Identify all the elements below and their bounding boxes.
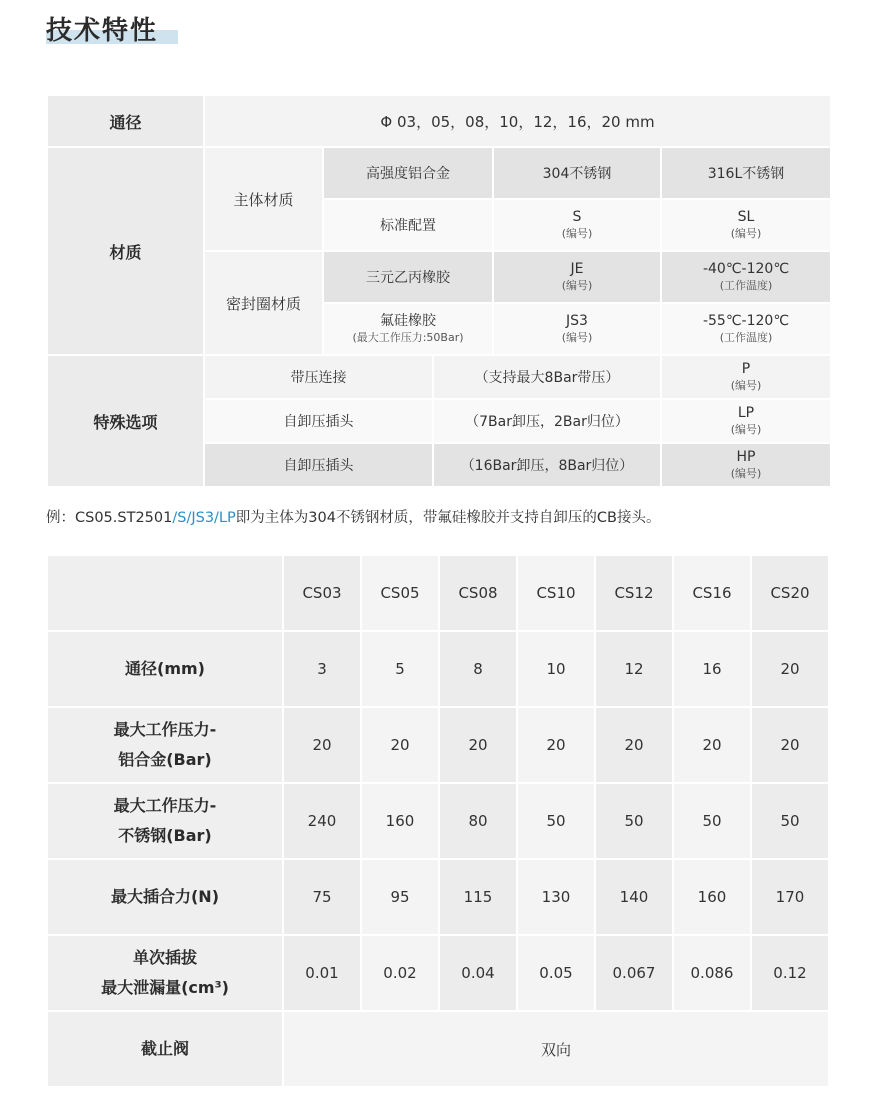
value-cell: 80 — [439, 783, 517, 859]
example-text — [46, 506, 661, 527]
code-sl-note: (编号) — [730, 227, 762, 240]
table-row — [47, 935, 829, 1011]
row-label-line: 最大插合力(N) — [110, 887, 220, 906]
value-cell: 5 — [361, 631, 439, 707]
model-header: CS12 — [595, 555, 673, 631]
value-cell: 50 — [595, 783, 673, 859]
example-prefix: 例：CS05.ST2501 — [46, 510, 173, 526]
value-cell: 115 — [439, 859, 517, 935]
row-label — [47, 935, 283, 1011]
value-cell: 20 — [361, 707, 439, 783]
row-label — [47, 783, 283, 859]
code-sl-cell — [661, 199, 831, 251]
row-label — [47, 631, 283, 707]
value-cell: 95 — [361, 859, 439, 935]
code-s-cell — [493, 199, 661, 251]
code-s: S — [572, 209, 582, 225]
seal-epdm-label: 三元乙丙橡胶 — [323, 251, 493, 303]
value-cell: 0.12 — [751, 935, 829, 1011]
option-1-code: P — [741, 361, 751, 377]
material-316l: 316L不锈钢 — [661, 147, 831, 199]
value-cell: 240 — [283, 783, 361, 859]
table-row — [47, 631, 829, 707]
row-label-line: 单次插拔 — [132, 948, 197, 967]
value-cell: 20 — [517, 707, 595, 783]
model-header: CS10 — [517, 555, 595, 631]
valve-label: 截止阀 — [47, 1011, 283, 1087]
value-cell: 10 — [517, 631, 595, 707]
value-cell: 20 — [283, 707, 361, 783]
seal-fluorosilicone-label: 氟硅橡胶 — [380, 313, 436, 329]
value-cell: 170 — [751, 859, 829, 935]
row-label-line: 铝合金(Bar) — [118, 750, 212, 769]
value-cell: 50 — [517, 783, 595, 859]
material-304: 304不锈钢 — [493, 147, 661, 199]
option-2-name: 自卸压插头 — [204, 399, 433, 443]
value-cell: 160 — [361, 783, 439, 859]
option-2-code-cell — [661, 399, 831, 443]
value-cell: 3 — [283, 631, 361, 707]
material-body-row-1 — [47, 147, 831, 199]
code-js3-cell — [493, 303, 661, 355]
row-label — [47, 707, 283, 783]
value-cell: 0.067 — [595, 935, 673, 1011]
standard-config-label: 标准配置 — [323, 199, 493, 251]
value-cell: 140 — [595, 859, 673, 935]
option-3-code-cell — [661, 443, 831, 487]
value-cell: 130 — [517, 859, 595, 935]
seal-fluorosilicone-cell — [323, 303, 493, 355]
seal-material-label: 密封圈材质 — [204, 251, 323, 355]
model-header: CS08 — [439, 555, 517, 631]
value-cell: 50 — [751, 783, 829, 859]
material-aluminum: 高强度铝合金 — [323, 147, 493, 199]
value-cell: 20 — [673, 707, 751, 783]
model-header: CS16 — [673, 555, 751, 631]
row-label-line: 通径(mm) — [125, 659, 205, 678]
corner-cell — [47, 555, 283, 631]
temp-js3-cell — [661, 303, 831, 355]
table-row — [47, 859, 829, 935]
example-highlight: /S/JS3/LP — [172, 510, 236, 526]
row-label-line: 不锈钢(Bar) — [118, 826, 212, 845]
row-label — [47, 859, 283, 935]
code-js3-note: (编号) — [561, 331, 593, 344]
option-2-code: LP — [737, 405, 755, 421]
value-cell: 0.04 — [439, 935, 517, 1011]
value-cell: 8 — [439, 631, 517, 707]
value-cell: 16 — [673, 631, 751, 707]
page-title: 技术特性 — [46, 16, 159, 46]
body-material-label: 主体材质 — [204, 147, 323, 251]
value-cell: 0.01 — [283, 935, 361, 1011]
valve-value: 双向 — [283, 1011, 829, 1087]
model-header: CS20 — [751, 555, 829, 631]
section-title-wrap — [46, 10, 158, 52]
option-1-code-note: (编号) — [730, 379, 762, 392]
code-je: JE — [570, 261, 584, 277]
bore-value: Φ 03，05，08，10，12，16，20 mm — [204, 95, 831, 147]
value-cell: 75 — [283, 859, 361, 935]
material-label: 材质 — [47, 147, 204, 355]
value-cell: 160 — [673, 859, 751, 935]
code-je-cell — [493, 251, 661, 303]
option-3-code: HP — [736, 449, 756, 465]
value-cell: 0.02 — [361, 935, 439, 1011]
model-table — [46, 554, 830, 1088]
temp-js3-note: (工作温度) — [719, 331, 773, 344]
spec-table — [46, 94, 832, 488]
value-cell: 20 — [439, 707, 517, 783]
code-js3: JS3 — [566, 313, 588, 329]
temp-js3: -55℃-120℃ — [702, 313, 790, 329]
option-row-1 — [47, 355, 831, 399]
seal-fluorosilicone-note: (最大工作压力:50Bar) — [352, 331, 464, 344]
special-options-label: 特殊选项 — [47, 355, 204, 487]
valve-row — [47, 1011, 829, 1087]
row-label-line: 最大泄漏量(cm³) — [101, 978, 229, 997]
option-2-desc: （7Bar卸压，2Bar归位） — [433, 399, 661, 443]
value-cell: 12 — [595, 631, 673, 707]
temp-je-cell — [661, 251, 831, 303]
model-header: CS03 — [283, 555, 361, 631]
value-cell: 20 — [751, 707, 829, 783]
option-3-code-note: (编号) — [730, 467, 762, 480]
example-suffix: 即为主体为304不锈钢材质，带氟硅橡胶并支持自卸压的CB接头。 — [235, 510, 661, 526]
row-label-line: 最大工作压力- — [113, 796, 217, 815]
table-row — [47, 707, 829, 783]
bore-label: 通径 — [47, 95, 204, 147]
value-cell: 50 — [673, 783, 751, 859]
option-1-name: 带压连接 — [204, 355, 433, 399]
model-header-row — [47, 555, 829, 631]
bore-row — [47, 95, 831, 147]
option-1-code-cell — [661, 355, 831, 399]
row-label-line: 最大工作压力- — [113, 720, 217, 739]
value-cell: 20 — [751, 631, 829, 707]
option-3-name: 自卸压插头 — [204, 443, 433, 487]
code-sl: SL — [737, 209, 755, 225]
option-1-desc: （支持最大8Bar带压） — [433, 355, 661, 399]
model-header: CS05 — [361, 555, 439, 631]
value-cell: 20 — [595, 707, 673, 783]
temp-je: -40℃-120℃ — [702, 261, 790, 277]
value-cell: 0.086 — [673, 935, 751, 1011]
code-je-note: (编号) — [561, 279, 593, 292]
code-s-note: (编号) — [561, 227, 593, 240]
table-row — [47, 783, 829, 859]
temp-je-note: (工作温度) — [719, 279, 773, 292]
option-3-desc: （16Bar卸压，8Bar归位） — [433, 443, 661, 487]
option-2-code-note: (编号) — [730, 423, 762, 436]
value-cell: 0.05 — [517, 935, 595, 1011]
